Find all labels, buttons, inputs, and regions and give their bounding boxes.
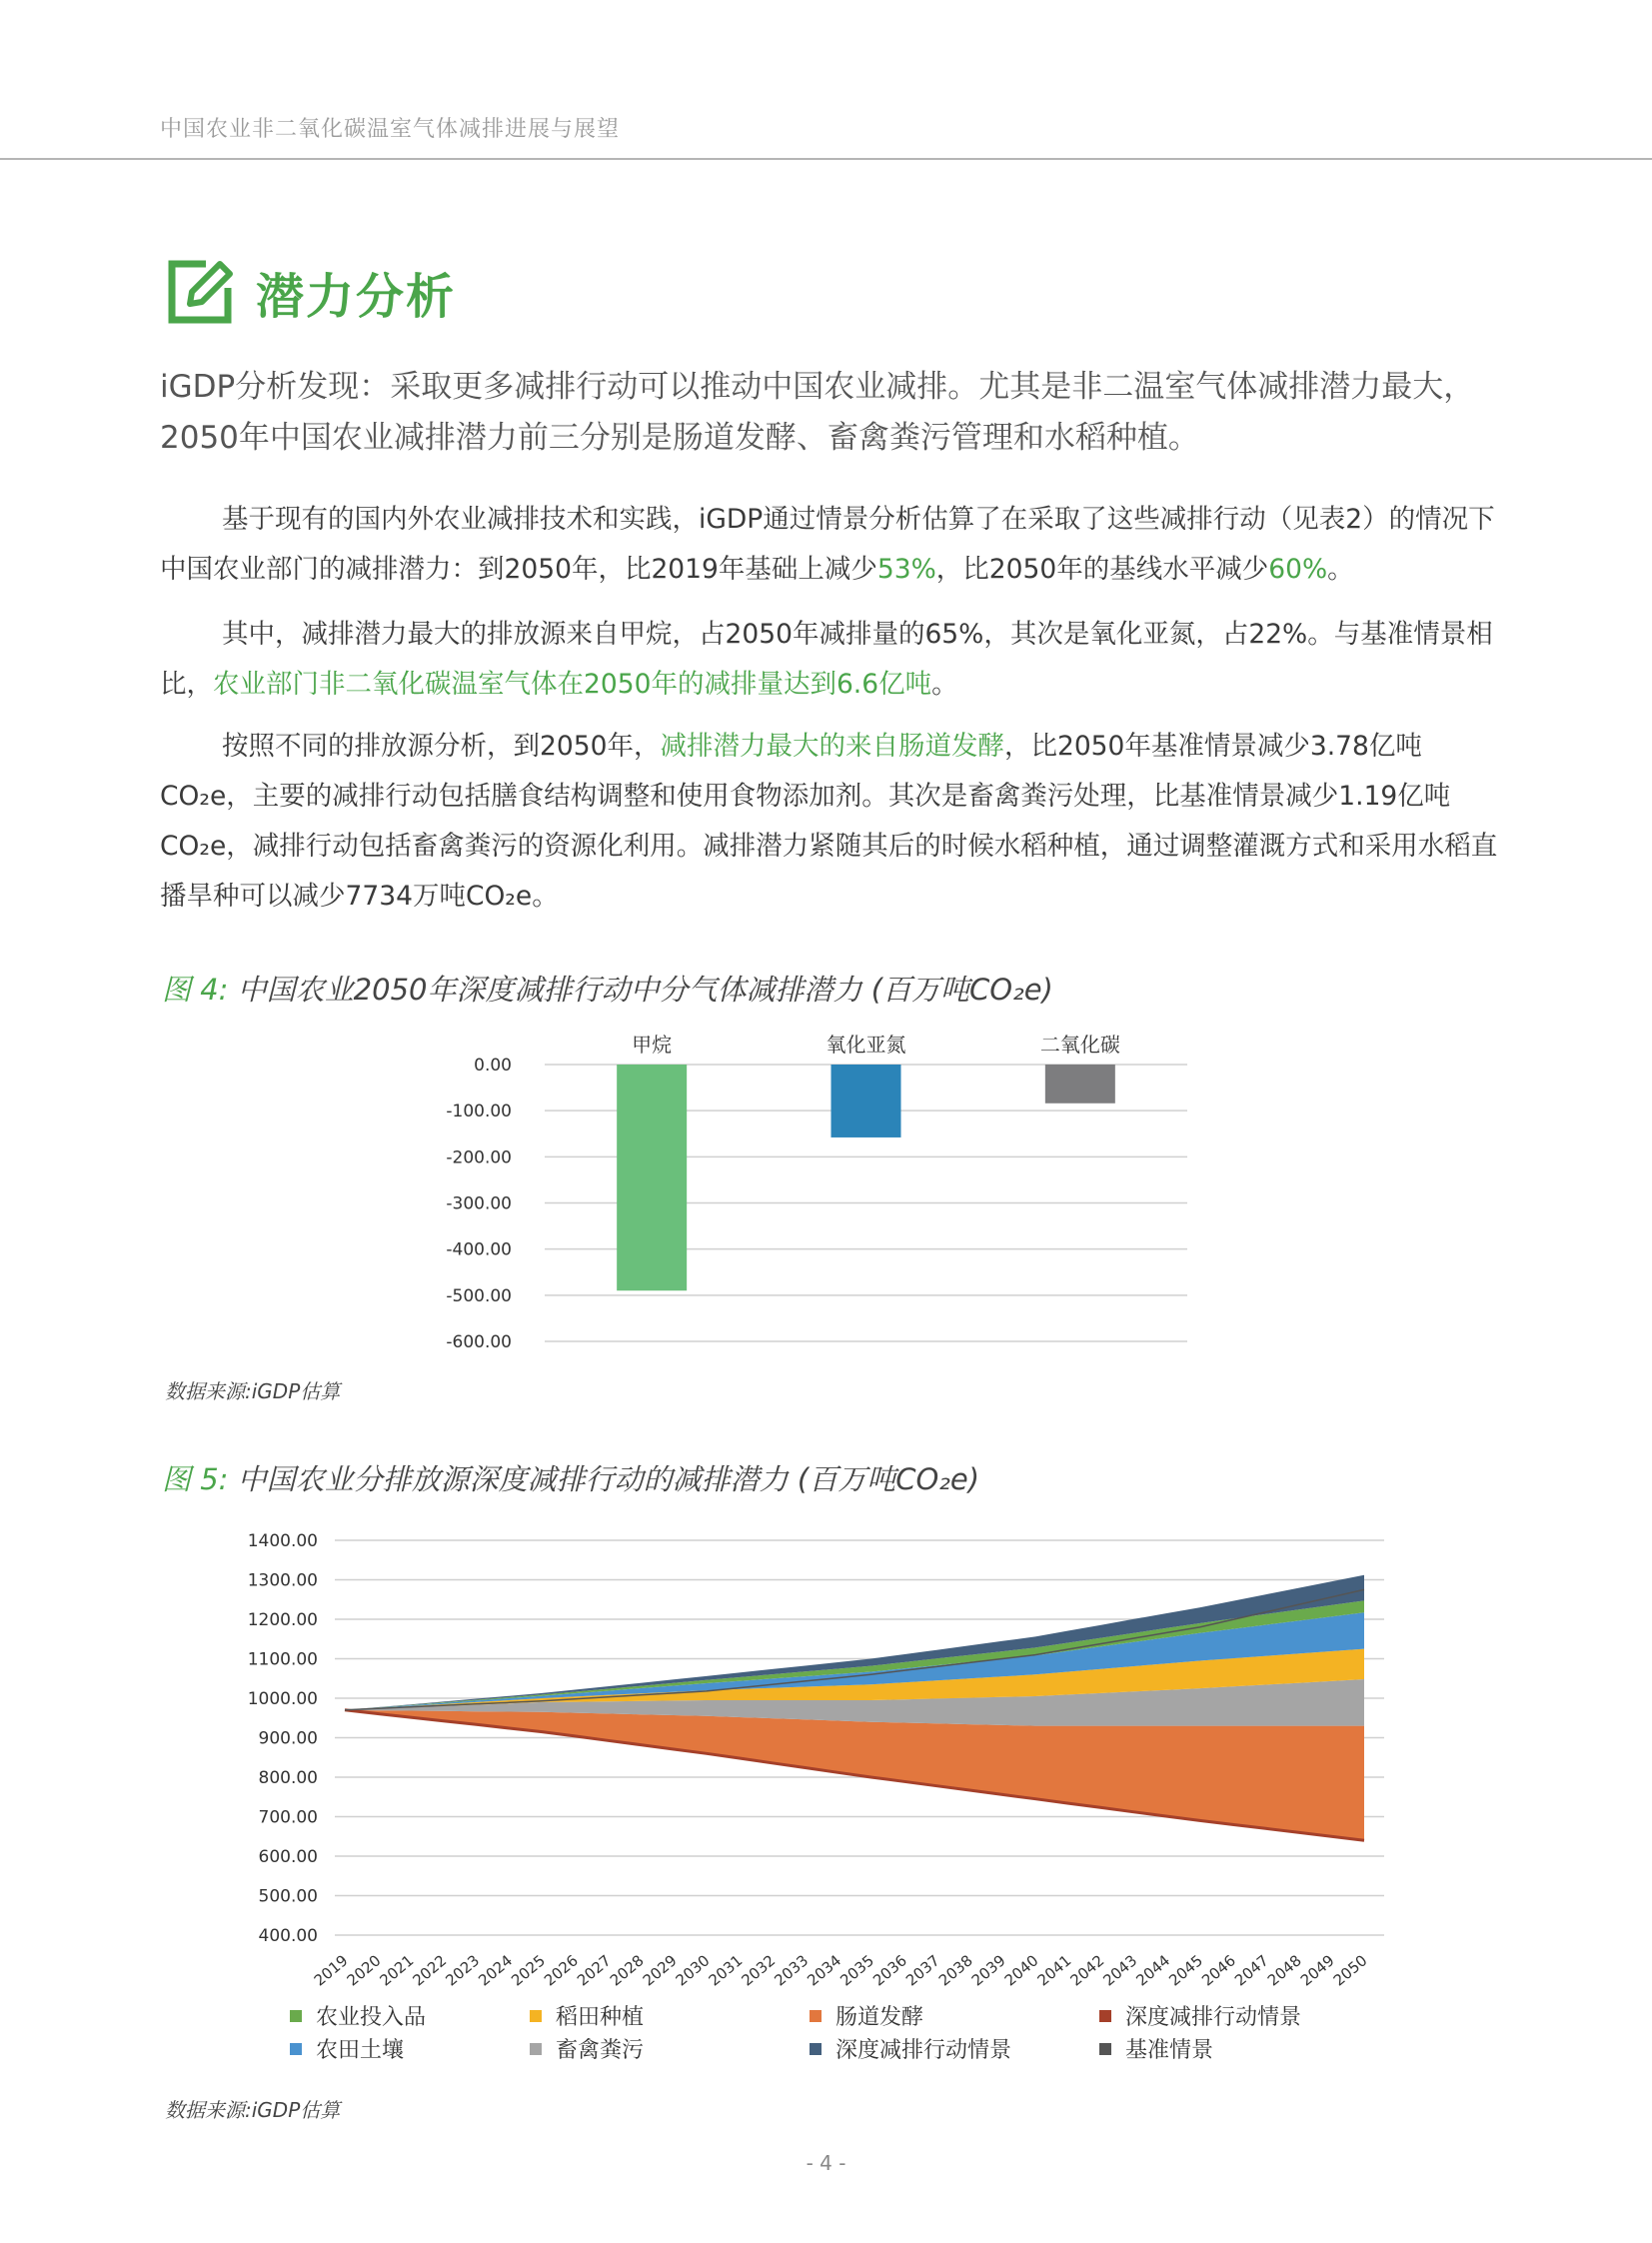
page-number: - 4 - [806,2151,846,2175]
legend-item [810,2033,1099,2064]
legend-item [290,2033,530,2064]
x-tick-label: 2049 [1296,1951,1338,1990]
y-tick-label: 1300.00 [247,1570,318,1591]
x-tick-label: 2032 [738,1951,780,1990]
figure-5-source: 数据来源:iGDP估算 [165,2098,341,2122]
legend-label: 深度减排行动情景 [1125,2005,1302,2030]
x-tick-label: 2023 [442,1951,484,1990]
x-tick-label: 2040 [1000,1951,1042,1990]
highlight-53pct: 53% [876,554,936,585]
x-tick-label: 2038 [934,1951,976,1990]
x-tick-label: 2041 [1033,1951,1075,1990]
legend-item [1099,2000,1349,2031]
figure-4-number: 图 4: [162,973,229,1007]
x-tick-label: 2021 [376,1951,418,1990]
paragraph-2 [160,610,1499,710]
highlight-reduction: 农业部门非二氧化碳温室气体在2050年的减排量达到6.6亿吨 [213,669,932,700]
y-tick-label: -500.00 [446,1285,512,1306]
y-tick-label: -600.00 [446,1332,512,1352]
running-header: 中国农业非二氧化碳温室气体减排进展与展望 [160,117,621,142]
bar-n2o [831,1065,901,1137]
legend-swatch [530,2043,542,2055]
y-tick-label: 400.00 [258,1926,318,1946]
figure-5-number: 图 5: [162,1462,229,1496]
legend-row [290,2032,1349,2065]
legend-label: 农田土壤 [316,2038,405,2063]
figure-4-title [162,968,1053,1009]
legend-swatch [290,2043,302,2055]
x-tick-label: 2033 [771,1951,813,1990]
figure-5-title [162,1457,979,1498]
figure-4-source: 数据来源:iGDP估算 [165,1379,341,1403]
paragraph-3 [160,722,1499,922]
figure-4-chart [0,1020,1652,1419]
bar-methane [617,1065,687,1290]
y-tick-label: 1100.00 [247,1649,318,1670]
legend-swatch [810,2043,822,2055]
figure-5-legend [290,1999,1349,2065]
category-label: 二氧化碳 [1039,1033,1120,1057]
figure-5-caption: 中国农业分排放源深度减排行动的减排潜力 (百万吨CO₂e) [237,1462,980,1496]
x-tick-label: 2050 [1329,1951,1371,1990]
bar-co2 [1045,1065,1115,1104]
legend-swatch [530,2010,542,2022]
x-tick-label: 2031 [705,1951,747,1990]
paragraph-1-text: 基于现有的国内外农业减排技术和实践，iGDP通过情景分析估算了在采取了这些减排行动（见表2）的情况下中国农业部门的减排潜力：到2050年，比2019年基础上减少 [160,504,1495,585]
header-divider [0,158,1652,160]
category-label: 氧化亚氮 [826,1033,906,1057]
paragraph-1 [160,495,1499,595]
x-tick-label: 2044 [1132,1951,1174,1990]
x-tick-label: 2046 [1198,1951,1239,1990]
category-label: 甲烷 [632,1033,673,1057]
x-tick-label: 2019 [310,1951,352,1990]
x-tick-label: 2036 [869,1951,910,1990]
y-tick-label: 1200.00 [247,1610,318,1630]
paragraph-2-text: 其中，减排潜力最大的排放源来自甲烷，占2050年减排量的65%，其次是氧化亚氮，占22%。与基准情景相比， [160,619,1493,700]
paragraph-1-end: 。 [1327,554,1354,585]
x-tick-label: 2043 [1099,1951,1141,1990]
edit-square-icon [162,254,238,330]
paragraph-3-text: 按照不同的排放源分析，到2050年， [222,731,661,762]
x-tick-label: 2034 [804,1951,845,1990]
paragraph-3-text-2: ，比2050年基准情景减少3.78亿吨CO₂e，主要的减排行动包括膳食结构调整和使用食物添加剂。其次是畜禽粪污处理，比基准情景减少1.19亿吨CO₂e，减排行动包括畜禽粪污的资源化利用。减排潜力紧随其后的时候水稻种植，通过调整灌溉方式和采用水稻直播旱种可以减少7734万吨CO₂e。 [160,731,1498,912]
x-tick-label: 2028 [606,1951,648,1990]
y-tick-label: 500.00 [258,1886,318,1907]
x-tick-label: 2024 [475,1951,517,1990]
x-tick-label: 2022 [409,1951,451,1990]
paragraph-2-end: 。 [931,669,958,700]
y-tick-label: 700.00 [258,1807,318,1828]
x-tick-label: 2037 [902,1951,943,1990]
y-tick-label: -200.00 [446,1147,512,1168]
y-tick-label: 600.00 [258,1847,318,1867]
y-tick-label: 1000.00 [247,1689,318,1709]
lead-summary: iGDP分析发现：采取更多减排行动可以推动中国农业减排。尤其是非二温室气体减排潜力最大，2050年中国农业减排潜力前三分别是肠道发酵、畜禽粪污管理和水稻种植。 [160,369,1475,456]
highlight-enteric: 减排潜力最大的来自肠道发酵 [660,731,1004,762]
y-tick-label: 800.00 [258,1768,318,1788]
y-tick-label: 900.00 [258,1728,318,1749]
section-heading [162,252,456,332]
legend-item [530,2000,810,2031]
x-tick-label: 2042 [1066,1951,1108,1990]
legend-label: 肠道发酵 [835,2005,924,2030]
legend-item [290,2000,530,2031]
legend-label: 农业投入品 [316,2005,427,2030]
paragraph-1-text-2: ，比2050年的基线水平减少 [935,554,1269,585]
x-tick-label: 2026 [541,1951,582,1990]
y-tick-label: 1400.00 [247,1531,318,1551]
legend-item [1099,2033,1349,2064]
legend-row [290,1999,1349,2032]
legend-item [810,2000,1099,2031]
y-tick-label: -400.00 [446,1239,512,1260]
y-tick-label: -100.00 [446,1102,512,1122]
x-tick-label: 2045 [1165,1951,1207,1990]
x-tick-label: 2035 [836,1951,878,1990]
x-tick-label: 2027 [573,1951,615,1990]
highlight-60pct: 60% [1268,554,1328,585]
x-tick-label: 2048 [1263,1951,1305,1990]
x-tick-label: 2025 [508,1951,549,1990]
x-tick-label: 2029 [639,1951,681,1990]
legend-swatch [290,2010,302,2022]
legend-label: 深度减排行动情景 [835,2038,1012,2063]
legend-item [530,2033,810,2064]
figure-5-chart [0,1514,1652,1994]
x-tick-label: 2039 [967,1951,1009,1990]
legend-swatch [1099,2010,1111,2022]
legend-swatch [1099,2043,1111,2055]
x-tick-label: 2047 [1231,1951,1272,1990]
x-tick-label: 2030 [672,1951,714,1990]
legend-label: 基准情景 [1125,2038,1214,2063]
figure-4-caption: 中国农业2050年深度减排行动中分气体减排潜力 (百万吨CO₂e) [237,973,1053,1007]
section-title: 潜力分析 [256,268,457,325]
legend-label: 畜禽粪污 [556,2038,645,2063]
y-tick-label: -300.00 [446,1193,512,1214]
legend-swatch [810,2010,822,2022]
x-tick-label: 2020 [343,1951,385,1990]
y-tick-label: 0.00 [474,1056,512,1076]
legend-label: 稻田种植 [556,2005,645,2030]
